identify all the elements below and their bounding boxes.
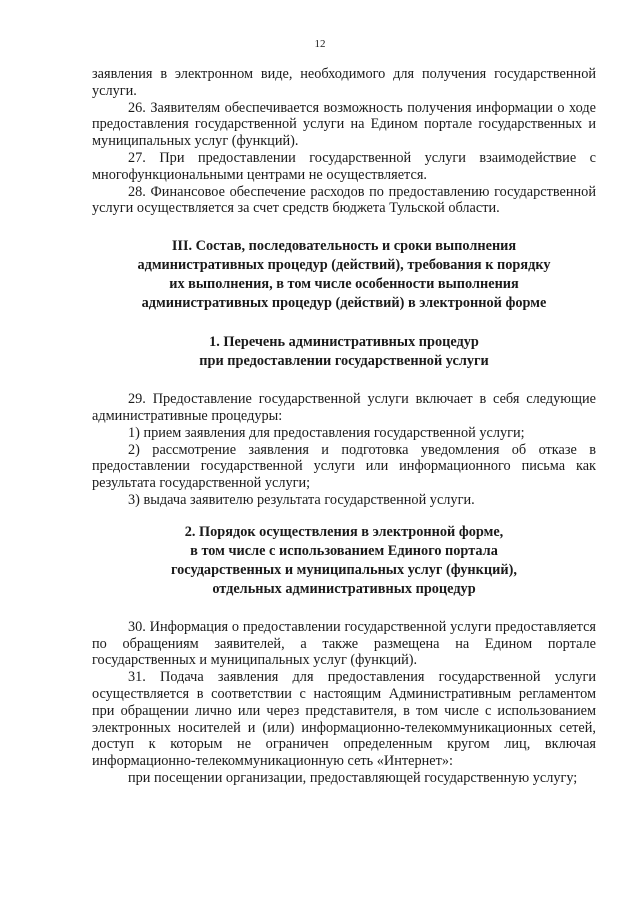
section-heading — [92, 237, 596, 313]
paragraph-28: 28. Финансовое обеспечение расходов по предоставлению государственной услуги осуществляется за счет средств бюджета Тульской области. — [92, 183, 596, 217]
subsection-1-heading — [92, 333, 596, 371]
paragraph-27: 27. При предоставлении государственной услуги взаимодействие с многофункциональными центрами не осуществляется. — [92, 149, 596, 183]
subsection-heading-line: 2. Порядок осуществления в электронной форме, — [184, 523, 504, 540]
list-item-2: 2) рассмотрение заявления и подготовка уведомления об отказе в предоставлении государственной услуги или информационного письма как результата государственной услуги; — [92, 441, 596, 492]
section-heading-line: административных процедур (действий), требования к порядку — [137, 257, 551, 274]
list-item-1: 1) прием заявления для предоставления государственной услуги; — [128, 424, 525, 441]
subsection-2-heading — [92, 523, 596, 599]
paragraph-31: 31. Подача заявления для предоставления государственной услуги осуществляется в соответствии с настоящим Административным регламентом при обращении лично или через представителя, в том числе с использованием электронных носителей и (или) информационно-телекоммуникационных сетей, доступ к которым не ограничен определенным кругом лиц, включая информационно-телекоммуникационную сеть «Интернет»: — [92, 669, 596, 770]
subsection-heading-line: при предоставлении государственной услуги — [199, 353, 489, 370]
section-heading-line: административных процедур (действий) в электронной форме — [141, 295, 547, 312]
section-heading-line: III. Состав, последовательность и сроки выполнения — [171, 238, 517, 255]
paragraph-29: 29. Предоставление государственной услуги включает в себя следующие административные процедуры: — [92, 391, 596, 424]
paragraph-26: 26. Заявителям обеспечивается возможность получения информации о ходе предоставления государственной услуги на Едином портале государственных и муниципальных услуг (функций). — [92, 99, 596, 150]
paragraph-continuation: заявления в электронном виде, необходимого для получения государственной услуги. — [92, 66, 596, 99]
paragraph-30: 30. Информация о предоставлении государственной услуги предоставляется по обращениям заявителей, а также размещена на Едином портале государственных и муниципальных услуг (функций). — [92, 618, 596, 669]
subsection-heading-line: отдельных административных процедур — [212, 580, 476, 597]
subsection-heading-line: государственных и муниципальных услуг (функций), — [171, 561, 517, 578]
paragraph-31-item: при посещении организации, предоставляющей государственную услугу; — [128, 769, 578, 786]
page-content — [92, 66, 596, 787]
subsection-heading-line: 1. Перечень административных процедур — [209, 334, 479, 351]
subsection-heading-line: в том числе с использованием Единого портала — [190, 542, 498, 559]
list-item-3: 3) выдача заявителю результата государственной услуги. — [128, 491, 475, 508]
section-heading-line: их выполнения, в том числе особенности выполнения — [169, 276, 519, 293]
page-number: 12 — [314, 38, 326, 50]
